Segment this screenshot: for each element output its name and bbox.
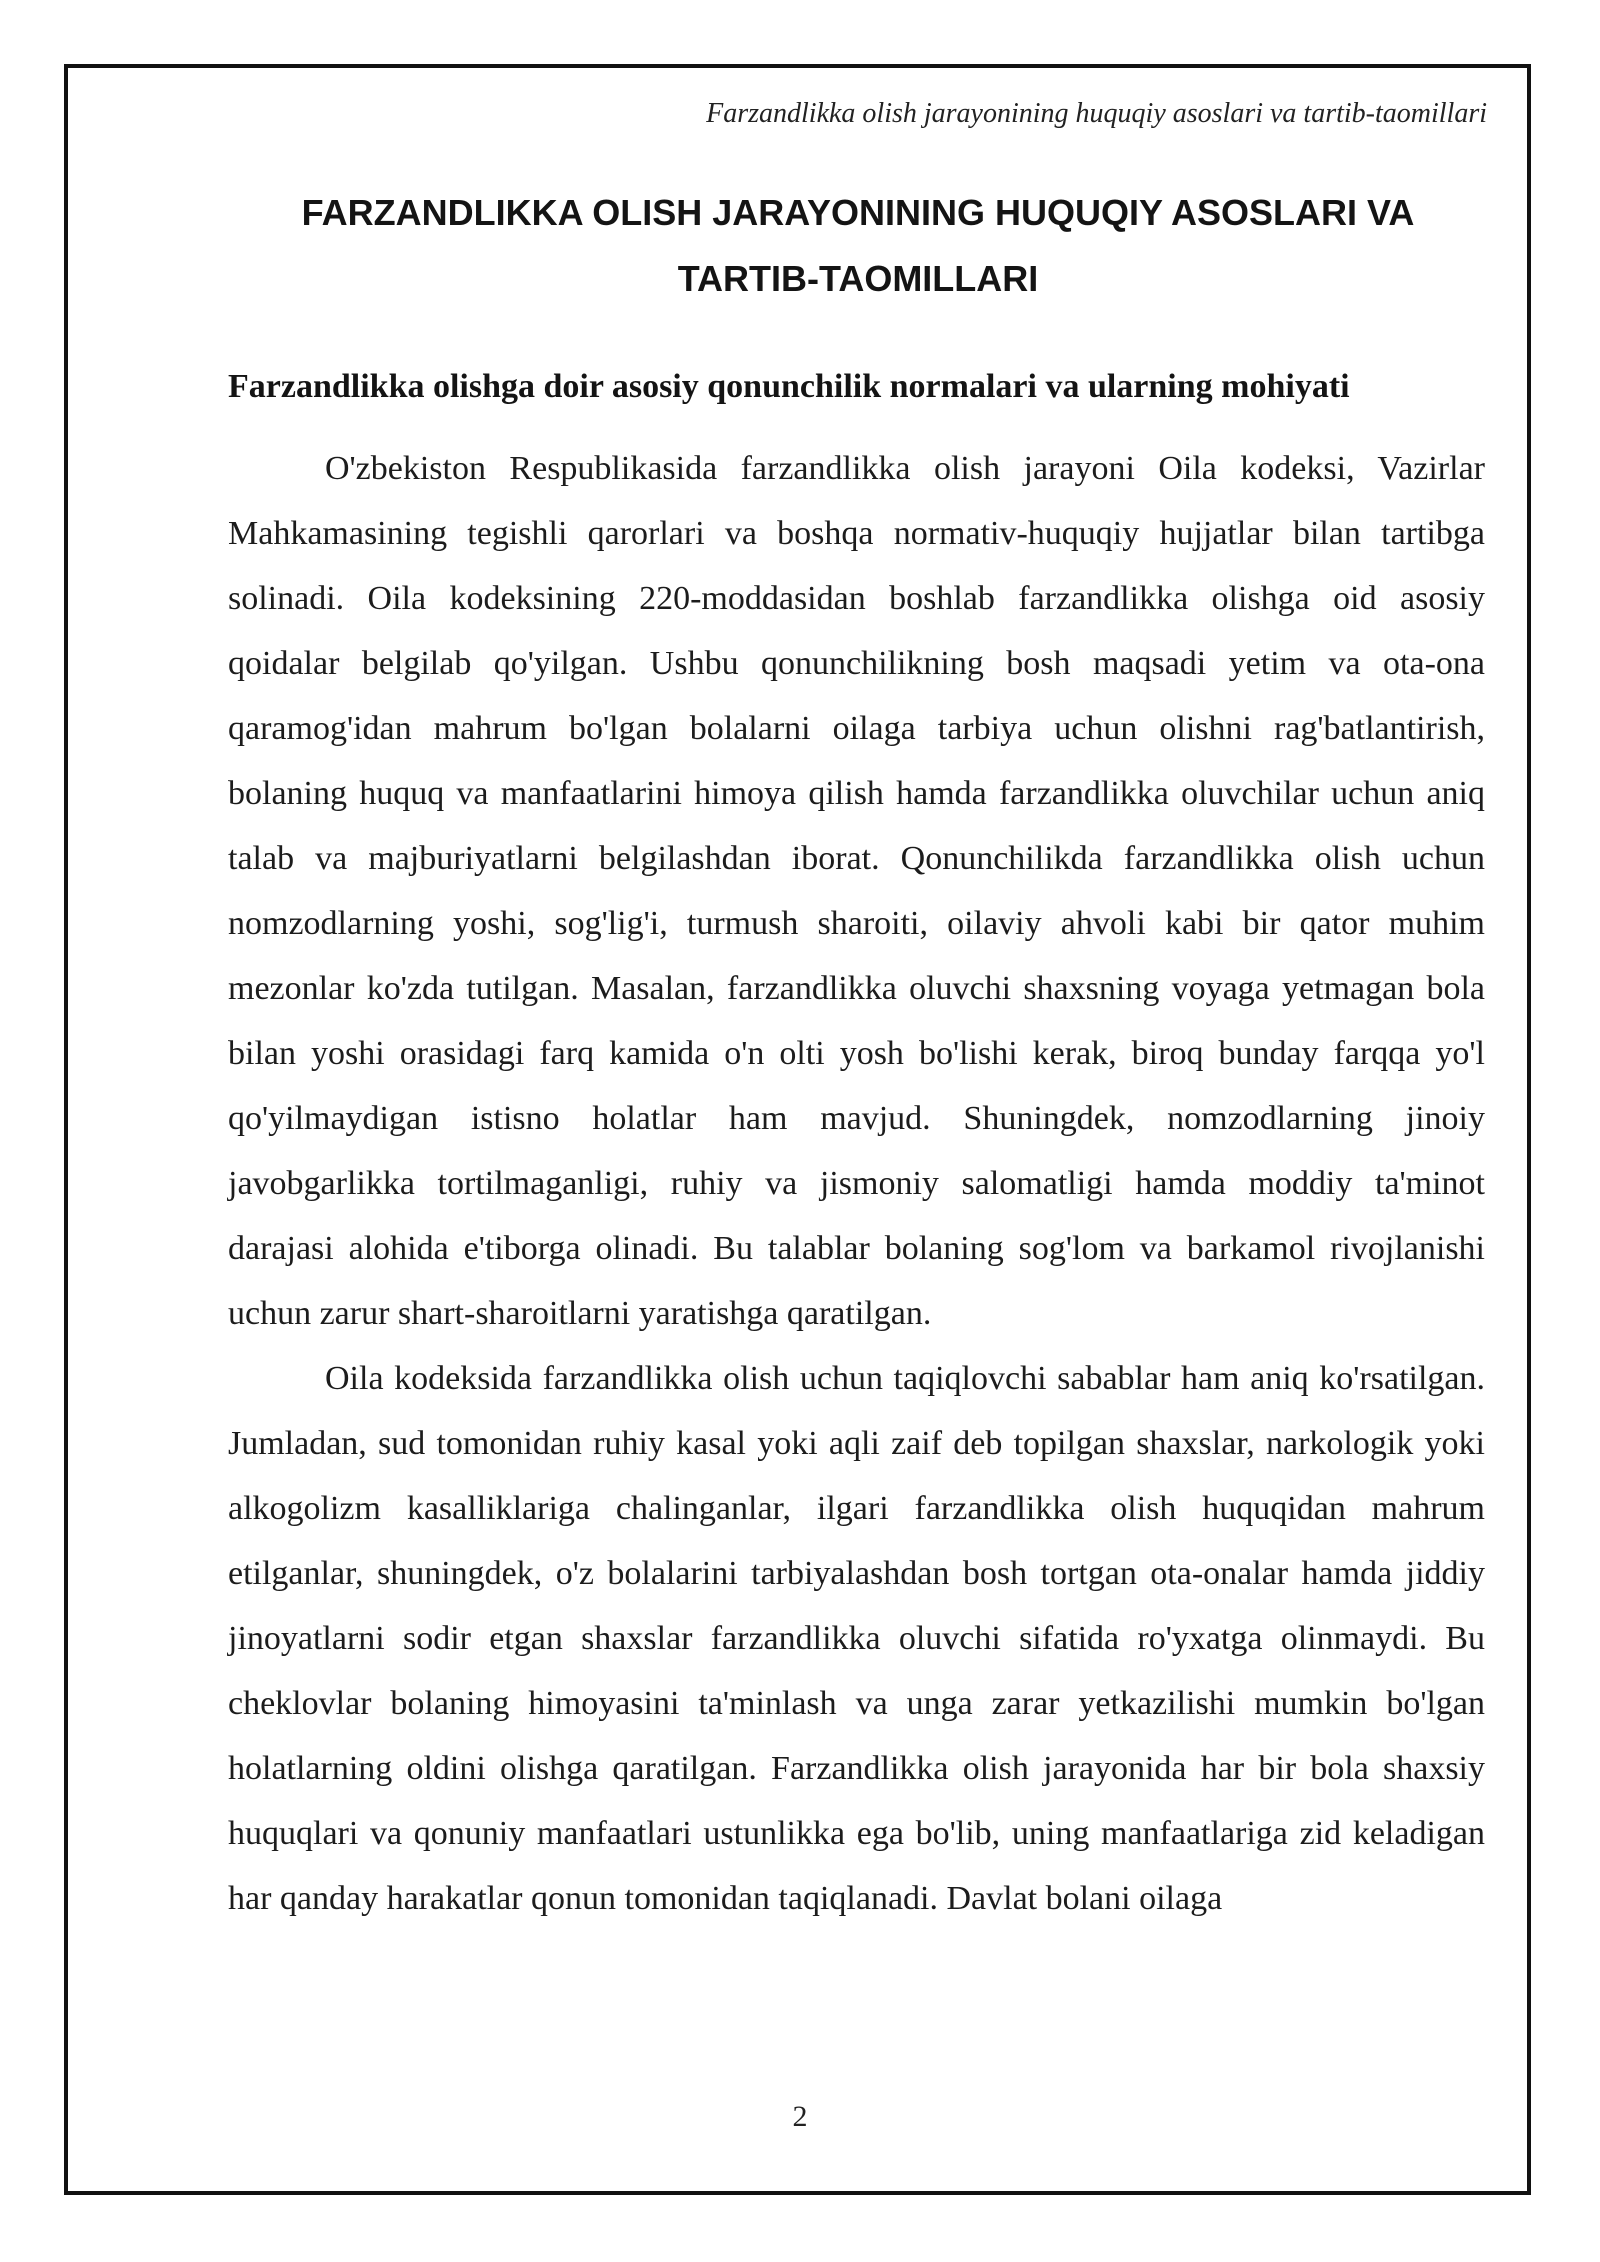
page-number: 2 [792, 2100, 808, 2133]
section-heading: Farzandlikka olishga doir asosiy qonunchilik normalari va ularning mohiyati [228, 368, 1350, 405]
document-title: FARZANDLIKKA OLISH JARAYONINING HUQUQIY ASOSLARI VA TARTIB-TAOMILLARI [301, 192, 1415, 299]
paragraph-1: O'zbekiston Respublikasida farzandlikka olish jarayoni Oila kodeksi, Vazirlar Mahkamasining tegishli qarorlari va boshqa normativ-huquqiy hujjatlar bilan tartibga solinadi. Oila kodeksining 220-moddasidan boshlab farzandlikka olishga oid asosiy qoidalar belgilab qo'yilgan. Ushbu qonunchilikning bosh maqsadi yetim va ota-ona qaramog'idan mahrum bo'lgan bolalarni oilaga tarbiya uchun olishni rag'batlantirish, bolaning huquq va manfaatlarini himoya qilish hamda farzandlikka oluvchilar uchun aniq talab va majburiyatlarni belgilashdan iborat. Qonunchilikda farzandlikka olish uchun nomzodlarning yoshi, sog'lig'i, turmush sharoiti, oilaviy ahvoli kabi bir qator muhim mezonlar ko'zda tutilgan. Masalan, farzandlikka oluvchi shaxsning voyaga yetmagan bola bilan yoshi orasidagi farq kamida o'n olti yosh bo'lishi kerak, biroq bunday farqqa yo'l qo'yilmaydigan istisno holatlar ham mavjud. Shuningdek, nomzodlarning jinoiy javobgarlikka tortilmaganligi, ruhiy va jismoniy salomatligi hamda moddiy ta'minot darajasi alohida e'tiborga olinadi. Bu talablar bolaning sog'lom va barkamol rivojlanishi uchun zarur shart-sharoitlarni yaratishga qaratilgan. [228, 450, 1485, 1332]
body-text [228, 436, 1485, 1931]
paragraph-2: Oila kodeksida farzandlikka olish uchun taqiqlovchi sabablar ham aniq ko'rsatilgan. Jumladan, sud tomonidan ruhiy kasal yoki aqli zaif deb topilgan shaxslar, narkologik yoki alkogolizm kasalliklariga chalinganlar, ilgari farzandlikka olish huquqidan mahrum etilganlar, shuningdek, o'z bolalarini tarbiyalashdan bosh tortgan ota-onalar hamda jiddiy jinoyatlarni sodir etgan shaxslar farzandlikka oluvchi sifatida ro'yxatga olinmaydi. Bu cheklovlar bolaning himoyasini ta'minlash va unga zarar yetkazilishi mumkin bo'lgan holatlarning oldini olishga qaratilgan. Farzandlikka olish jarayonida har bir bola shaxsiy huquqlari va qonuniy manfaatlari ustunlikka ega bo'lib, uning manfaatlariga zid keladigan har qanday harakatlar qonun tomonidan taqiqlanadi. Davlat bolani oilaga [228, 1360, 1485, 1917]
running-header: Farzandlikka olish jarayonining huquqiy asoslari va tartib-taomillari [706, 98, 1487, 129]
